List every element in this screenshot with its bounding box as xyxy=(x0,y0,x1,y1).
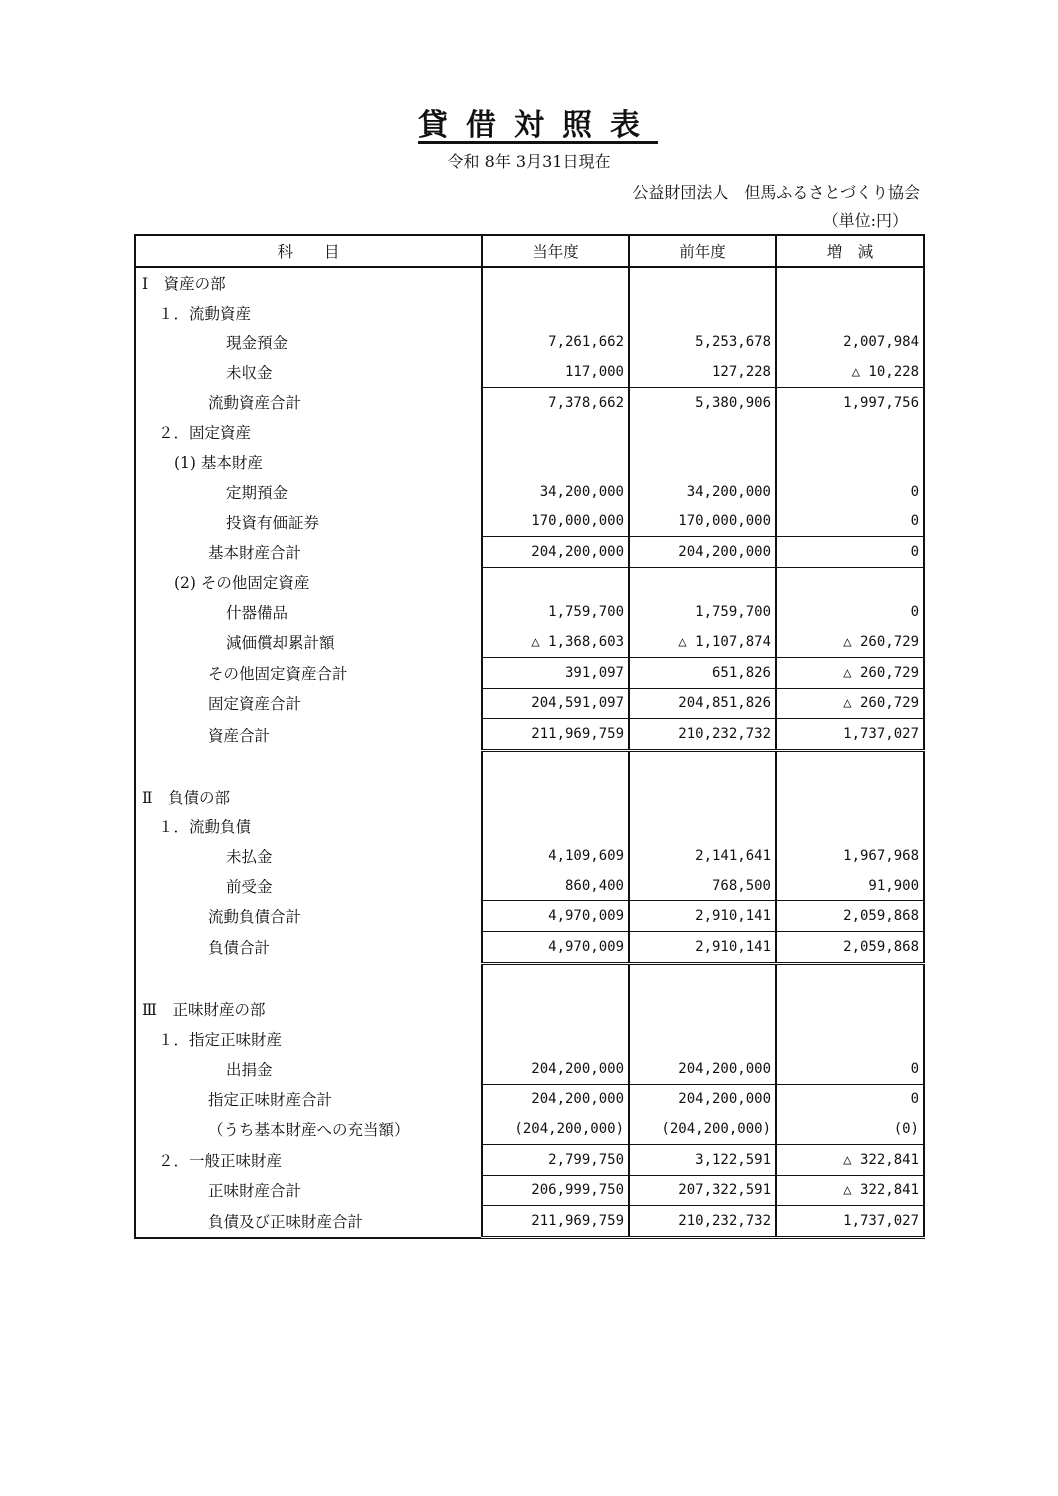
current-year-value: 211,969,759 xyxy=(482,719,629,751)
change-value: 0 xyxy=(776,1084,924,1114)
table-row xyxy=(135,688,924,719)
table-row xyxy=(135,751,924,782)
table-row xyxy=(135,932,924,964)
change-value: △ 260,729 xyxy=(776,688,924,719)
account-label: 正味財産合計 xyxy=(135,1175,482,1206)
account-label: 現金預金 xyxy=(135,327,482,357)
table-row xyxy=(135,1175,924,1206)
previous-year-value: 2,910,141 xyxy=(629,932,776,964)
change-value: 1,997,756 xyxy=(776,387,924,417)
table-row xyxy=(135,537,924,568)
account-label xyxy=(135,751,482,782)
account-label: 負債及び正味財産合計 xyxy=(135,1206,482,1238)
current-year-value xyxy=(482,417,629,447)
current-year-value: 117,000 xyxy=(482,357,629,387)
change-value xyxy=(776,751,924,782)
previous-year-value: 204,851,826 xyxy=(629,688,776,719)
change-value: 2,059,868 xyxy=(776,901,924,932)
change-value: 1,967,968 xyxy=(776,841,924,871)
header-change: 増 減 xyxy=(776,235,924,267)
change-value: △ 10,228 xyxy=(776,357,924,387)
change-value: 1,737,027 xyxy=(776,1206,924,1238)
change-value: 0 xyxy=(776,1054,924,1084)
account-label: １．流動負債 xyxy=(135,811,482,841)
table-row xyxy=(135,963,924,994)
previous-year-value xyxy=(629,751,776,782)
account-label: 什器備品 xyxy=(135,598,482,628)
previous-year-value xyxy=(629,567,776,597)
table-row xyxy=(135,598,924,628)
current-year-value xyxy=(482,567,629,597)
current-year-value xyxy=(482,963,629,994)
table-row xyxy=(135,719,924,751)
change-value: △ 322,841 xyxy=(776,1144,924,1175)
table-row xyxy=(135,782,924,812)
account-label: 固定資産合計 xyxy=(135,688,482,719)
change-value: △ 260,729 xyxy=(776,657,924,688)
current-year-value: 7,261,662 xyxy=(482,327,629,357)
account-label: （うち基本財産への充当額） xyxy=(135,1114,482,1144)
table-row xyxy=(135,657,924,688)
current-year-value: 211,969,759 xyxy=(482,1206,629,1238)
current-year-value: 7,378,662 xyxy=(482,387,629,417)
table-row xyxy=(135,507,924,537)
table-row xyxy=(135,567,924,597)
account-label: 未払金 xyxy=(135,841,482,871)
previous-year-value: 204,200,000 xyxy=(629,537,776,568)
previous-year-value xyxy=(629,963,776,994)
change-value: 1,737,027 xyxy=(776,719,924,751)
account-label: 定期預金 xyxy=(135,477,482,507)
account-label: ２．一般正味財産 xyxy=(135,1144,482,1175)
account-label: 資産合計 xyxy=(135,719,482,751)
table-row xyxy=(135,387,924,417)
current-year-value: 34,200,000 xyxy=(482,477,629,507)
table-row xyxy=(135,357,924,387)
table-row xyxy=(135,627,924,657)
change-value: 2,059,868 xyxy=(776,932,924,964)
change-value xyxy=(776,417,924,447)
change-value xyxy=(776,782,924,812)
document-title: 貸借対照表 xyxy=(418,108,658,143)
change-value: 91,900 xyxy=(776,871,924,901)
header-previous-year: 前年度 xyxy=(629,235,776,267)
account-label: Ⅲ 正味財産の部 xyxy=(135,995,482,1025)
header-account: 科 目 xyxy=(135,235,482,267)
account-label: 基本財産合計 xyxy=(135,537,482,568)
previous-year-value xyxy=(629,267,776,298)
table-row xyxy=(135,995,924,1025)
previous-year-value xyxy=(629,995,776,1025)
table-row xyxy=(135,1024,924,1054)
previous-year-value: 3,122,591 xyxy=(629,1144,776,1175)
current-year-value xyxy=(482,811,629,841)
previous-year-value: 768,500 xyxy=(629,871,776,901)
previous-year-value: 204,200,000 xyxy=(629,1084,776,1114)
previous-year-value: 5,253,678 xyxy=(629,327,776,357)
current-year-value xyxy=(482,298,629,328)
table-row xyxy=(135,267,924,298)
table-row xyxy=(135,447,924,477)
account-label: 流動負債合計 xyxy=(135,901,482,932)
account-label: Ⅰ 資産の部 xyxy=(135,267,482,298)
previous-year-value: 34,200,000 xyxy=(629,477,776,507)
previous-year-value: 1,759,700 xyxy=(629,598,776,628)
account-label: 流動資産合計 xyxy=(135,387,482,417)
change-value: 0 xyxy=(776,537,924,568)
as-of-date: 令和 8年 3月31日現在 xyxy=(447,152,611,171)
previous-year-value: 204,200,000 xyxy=(629,1054,776,1084)
previous-year-value: △ 1,107,874 xyxy=(629,627,776,657)
current-year-value: 2,799,750 xyxy=(482,1144,629,1175)
previous-year-value: 207,322,591 xyxy=(629,1175,776,1206)
change-value: 0 xyxy=(776,477,924,507)
current-year-value: 391,097 xyxy=(482,657,629,688)
current-year-value xyxy=(482,995,629,1025)
current-year-value xyxy=(482,447,629,477)
account-label: １．指定正味財産 xyxy=(135,1024,482,1054)
change-value xyxy=(776,811,924,841)
table-row xyxy=(135,1084,924,1114)
balance-sheet-table xyxy=(134,234,925,1239)
change-value xyxy=(776,298,924,328)
account-label: 減価償却累計額 xyxy=(135,627,482,657)
current-year-value xyxy=(482,782,629,812)
current-year-value xyxy=(482,1024,629,1054)
account-label: 投資有価証券 xyxy=(135,507,482,537)
current-year-value: (204,200,000) xyxy=(482,1114,629,1144)
table-row xyxy=(135,327,924,357)
current-year-value: 1,759,700 xyxy=(482,598,629,628)
change-value xyxy=(776,963,924,994)
table-row xyxy=(135,1054,924,1084)
account-label: 指定正味財産合計 xyxy=(135,1084,482,1114)
previous-year-value: 2,141,641 xyxy=(629,841,776,871)
previous-year-value: 170,000,000 xyxy=(629,507,776,537)
change-value: 2,007,984 xyxy=(776,327,924,357)
account-label: 負債合計 xyxy=(135,932,482,964)
account-label: Ⅱ 負債の部 xyxy=(135,782,482,812)
change-value xyxy=(776,567,924,597)
table-row xyxy=(135,901,924,932)
previous-year-value xyxy=(629,1024,776,1054)
previous-year-value: 5,380,906 xyxy=(629,387,776,417)
account-label: ２．固定資産 xyxy=(135,417,482,447)
change-value: (0) xyxy=(776,1114,924,1144)
current-year-value: 204,200,000 xyxy=(482,1084,629,1114)
account-label: その他固定資産合計 xyxy=(135,657,482,688)
account-label: (2) その他固定資産 xyxy=(135,567,482,597)
previous-year-value: 651,826 xyxy=(629,657,776,688)
current-year-value: 860,400 xyxy=(482,871,629,901)
account-label: (1) 基本財産 xyxy=(135,447,482,477)
table-row xyxy=(135,298,924,328)
previous-year-value: 210,232,732 xyxy=(629,1206,776,1238)
previous-year-value: 210,232,732 xyxy=(629,719,776,751)
account-label: １．流動資産 xyxy=(135,298,482,328)
previous-year-value xyxy=(629,298,776,328)
previous-year-value: 2,910,141 xyxy=(629,901,776,932)
current-year-value xyxy=(482,751,629,782)
change-value: △ 260,729 xyxy=(776,627,924,657)
account-label: 出捐金 xyxy=(135,1054,482,1084)
table-row xyxy=(135,841,924,871)
table-row xyxy=(135,477,924,507)
table-row xyxy=(135,1206,924,1238)
change-value xyxy=(776,267,924,298)
change-value: 0 xyxy=(776,598,924,628)
unit-label: （単位:円） xyxy=(822,211,908,230)
previous-year-value xyxy=(629,811,776,841)
previous-year-value xyxy=(629,782,776,812)
table-row xyxy=(135,417,924,447)
account-label xyxy=(135,963,482,994)
change-value xyxy=(776,1024,924,1054)
current-year-value: 4,109,609 xyxy=(482,841,629,871)
account-label: 未収金 xyxy=(135,357,482,387)
current-year-value: △ 1,368,603 xyxy=(482,627,629,657)
table-row xyxy=(135,1114,924,1144)
previous-year-value: (204,200,000) xyxy=(629,1114,776,1144)
current-year-value: 170,000,000 xyxy=(482,507,629,537)
current-year-value: 204,200,000 xyxy=(482,537,629,568)
table-row xyxy=(135,871,924,901)
header-current-year: 当年度 xyxy=(482,235,629,267)
previous-year-value: 127,228 xyxy=(629,357,776,387)
header-row xyxy=(135,235,924,267)
previous-year-value xyxy=(629,417,776,447)
current-year-value: 4,970,009 xyxy=(482,901,629,932)
current-year-value xyxy=(482,267,629,298)
current-year-value: 204,591,097 xyxy=(482,688,629,719)
current-year-value: 206,999,750 xyxy=(482,1175,629,1206)
current-year-value: 204,200,000 xyxy=(482,1054,629,1084)
previous-year-value xyxy=(629,447,776,477)
account-label: 前受金 xyxy=(135,871,482,901)
change-value: △ 322,841 xyxy=(776,1175,924,1206)
table-row xyxy=(135,811,924,841)
change-value xyxy=(776,447,924,477)
change-value: 0 xyxy=(776,507,924,537)
change-value xyxy=(776,995,924,1025)
table-row xyxy=(135,1144,924,1175)
current-year-value: 4,970,009 xyxy=(482,932,629,964)
organization-name: 公益財団法人 但馬ふるさとづくり協会 xyxy=(632,183,920,202)
